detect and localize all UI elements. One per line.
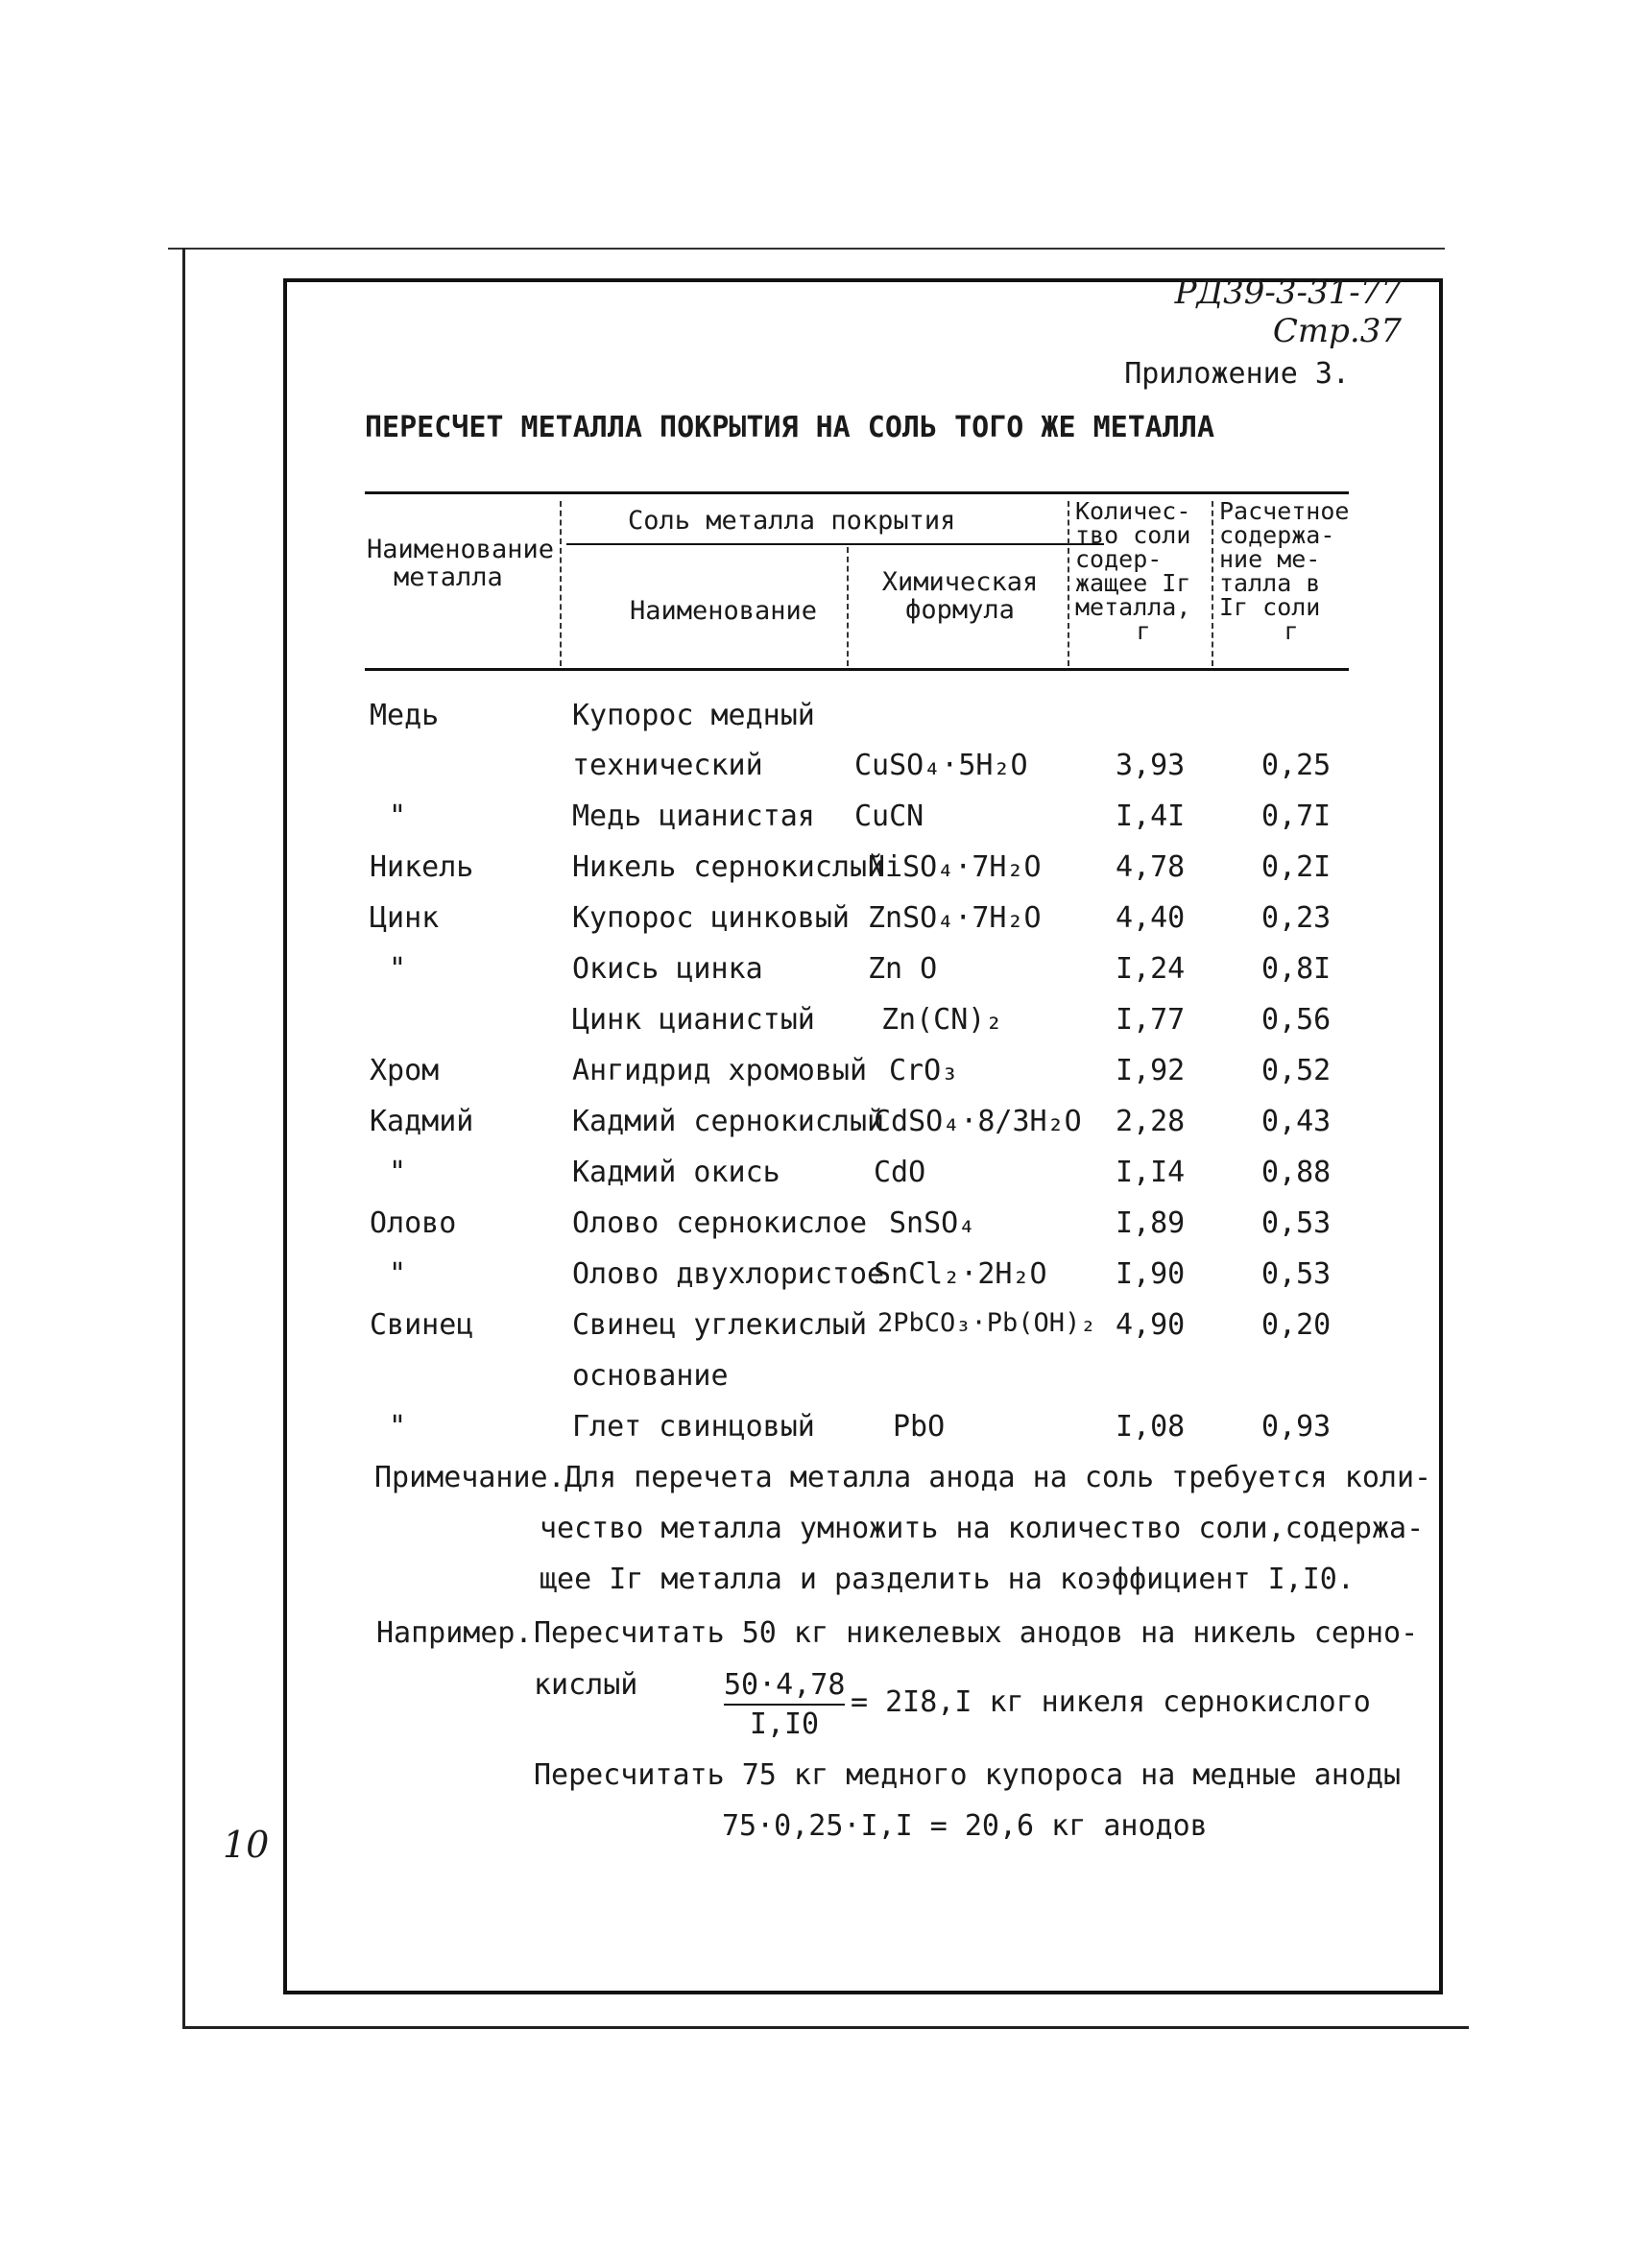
calc-cell: 0,93 [1261, 1410, 1332, 1444]
note-line: чество металла умножить на количество соли,содержа- [540, 1512, 1425, 1545]
salt-name-cell: Олово сернокислое [572, 1206, 868, 1240]
calc-cell: 0,2I [1261, 850, 1332, 884]
calc-cell: 0,8I [1261, 952, 1332, 986]
header-formula: Химическая формула [881, 567, 1039, 625]
example-line: Пересчитать 75 кг медного купороса на медные аноды [534, 1758, 1402, 1792]
calc-cell: 0,7I [1261, 800, 1332, 833]
formula-cell: CrO₃ [889, 1054, 959, 1087]
metal-cell: Кадмий [370, 1105, 474, 1138]
salt-name-cell: Никель сернокислый [572, 850, 885, 884]
formula-cell: CdSO₄·8/3H₂O [874, 1105, 1082, 1138]
qty-cell: I,4I [1116, 800, 1186, 833]
appendix-label: Приложение 3. [1124, 357, 1350, 391]
fraction-numerator: 50·4,78 [724, 1668, 845, 1706]
qty-cell: 4,90 [1116, 1308, 1186, 1342]
metal-cell: " [389, 1257, 407, 1291]
metal-cell: Никель [370, 850, 474, 884]
qty-cell: I,77 [1116, 1003, 1186, 1037]
calc-cell: 0,56 [1261, 1003, 1332, 1037]
metal-cell: " [389, 800, 407, 833]
calc-cell: 0,52 [1261, 1054, 1332, 1087]
salt-name-cell: Купорос цинковый [572, 901, 850, 935]
header-divider-3 [1068, 501, 1069, 666]
note-line: Для перечета металла анода на соль требуется коли- [564, 1461, 1432, 1494]
fraction-denominator: I,I0 [749, 1707, 820, 1741]
example-word: кислый [534, 1668, 638, 1702]
salt-name-cell: Кадмий окись [572, 1156, 780, 1189]
salt-name-cell: Окись цинка [572, 952, 763, 986]
formula-cell: 2PbCO₃·Pb(OH)₂ [877, 1308, 1096, 1338]
calc-cell: 0,43 [1261, 1105, 1332, 1138]
formula-cell: ZnSO₄·7H₂O [868, 901, 1042, 935]
document-code: РД39-3-31-77 Стр.37 [1174, 274, 1402, 350]
formula-cell: CuSO₄·5H₂O [854, 749, 1028, 782]
qty-cell: I,I4 [1116, 1156, 1186, 1189]
salt-name-cell: Цинк цианистый [572, 1003, 815, 1037]
header-divider-2 [847, 547, 849, 666]
calc-cell: 0,23 [1261, 901, 1332, 935]
formula-cell: CuCN [854, 800, 924, 833]
calc-cell: 0,20 [1261, 1308, 1332, 1342]
metal-cell: Хром [370, 1054, 440, 1087]
example-line: 75·0,25·I,I = 20,6 кг анодов [722, 1809, 1208, 1843]
formula-cell: SnCl₂·2H₂O [874, 1257, 1047, 1291]
metal-cell: Медь [370, 699, 440, 732]
qty-cell: 4,40 [1116, 901, 1186, 935]
formula-cell: CdO [874, 1156, 926, 1189]
qty-cell: 2,28 [1116, 1105, 1186, 1138]
header-salt-group: Соль металла покрытия [628, 506, 956, 536]
header-divider-4 [1212, 501, 1213, 666]
example-label: Например. [376, 1616, 533, 1650]
salt-group-rule [566, 543, 1104, 545]
header-metal-name: Наименование металла [367, 535, 555, 592]
header-bottom-rule [365, 668, 1349, 671]
qty-cell: 3,93 [1116, 749, 1186, 782]
calc-cell: 0,88 [1261, 1156, 1332, 1189]
header-divider-1 [560, 501, 562, 666]
qty-cell: I,08 [1116, 1410, 1186, 1444]
header-qty: Количес- тво соли содер- жащее Iг металла, г [1075, 497, 1191, 645]
formula-cell: PbO [893, 1410, 946, 1444]
salt-name-cell: Кадмий сернокислый [572, 1105, 885, 1138]
salt-name-cell: Олово двухлористое [572, 1257, 885, 1291]
note-label: Примечание. [374, 1461, 565, 1494]
header-salt-name: Наименование [630, 596, 818, 626]
metal-cell: " [389, 952, 407, 986]
formula-cell: Zn O [868, 952, 938, 986]
formula-cell: SnSO₄ [889, 1206, 976, 1240]
salt-name-cell: Свинец углекислый [572, 1308, 868, 1342]
salt-name-cell: Купорос медный [572, 699, 815, 732]
formula-cell: NiSO₄·7H₂O [868, 850, 1042, 884]
calc-cell: 0,53 [1261, 1206, 1332, 1240]
header-calc: Расчетное содержа- ние ме- талла в Iг соли г [1219, 497, 1350, 645]
metal-cell: Цинк [370, 901, 440, 935]
qty-cell: I,89 [1116, 1206, 1186, 1240]
page-number: 10 [223, 1824, 270, 1866]
qty-cell: 4,78 [1116, 850, 1186, 884]
note-line: щее Iг металла и разделить на коэффициент I,I0. [540, 1563, 1355, 1596]
page-title: ПЕРЕСЧЕТ МЕТАЛЛА ПОКРЫТИЯ НА СОЛЬ ТОГО ЖЕ МЕТАЛЛА [365, 411, 1215, 444]
metal-cell: Олово [370, 1206, 457, 1240]
qty-cell: I,92 [1116, 1054, 1186, 1087]
metal-cell: " [389, 1410, 407, 1444]
qty-cell: I,90 [1116, 1257, 1186, 1291]
salt-name-cell: Глет свинцовый [572, 1410, 815, 1444]
metal-cell: Свинец [370, 1308, 474, 1342]
calc-cell: 0,25 [1261, 749, 1332, 782]
salt-name-cell: основание [572, 1359, 729, 1393]
fraction-result: = 2I8,I кг никеля сернокислого [851, 1685, 1371, 1719]
salt-name-cell: Медь цианистая [572, 800, 815, 833]
example-line: Пересчитать 50 кг никелевых анодов на никель серно- [534, 1616, 1419, 1650]
salt-name-cell: технический [572, 749, 763, 782]
metal-cell: " [389, 1156, 407, 1189]
header-top-rule [365, 491, 1349, 494]
salt-name-cell: Ангидрид хромовый [572, 1054, 868, 1087]
example-fraction [724, 1668, 845, 1741]
formula-cell: Zn(CN)₂ [881, 1003, 1003, 1037]
calc-cell: 0,53 [1261, 1257, 1332, 1291]
qty-cell: I,24 [1116, 952, 1186, 986]
